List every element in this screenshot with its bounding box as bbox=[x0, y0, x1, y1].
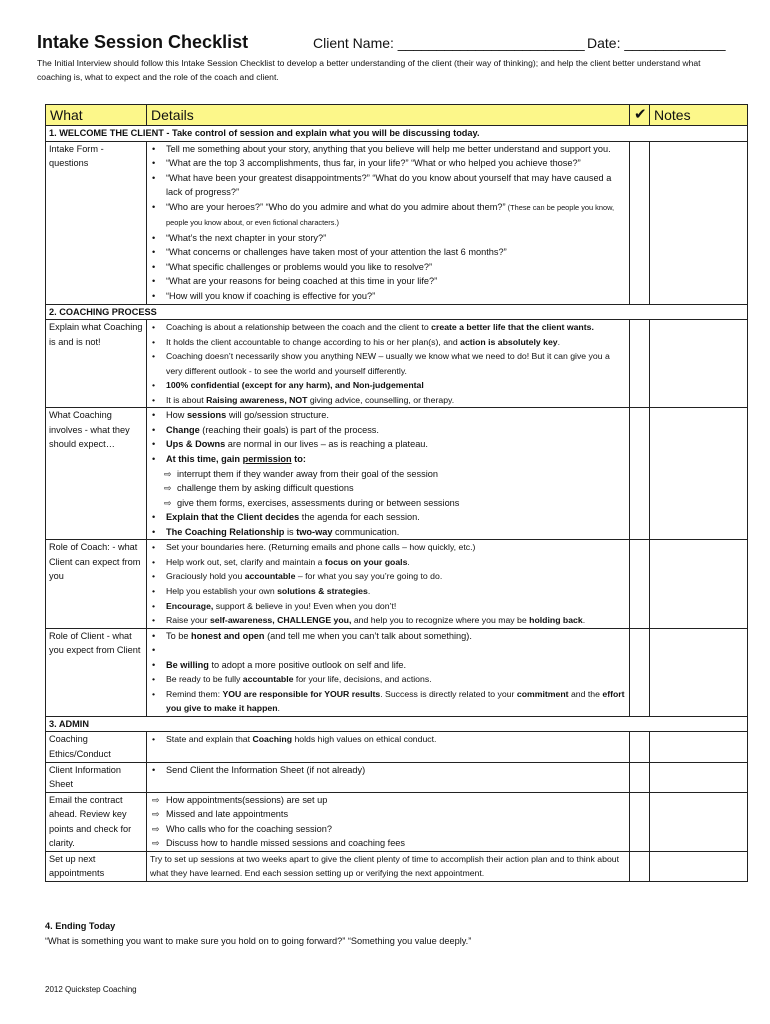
bullet-icon: • bbox=[152, 659, 156, 670]
list-item: • State and explain that Coaching holds high values on ethical conduct. bbox=[150, 732, 626, 747]
list-item: ⇨ challenge them by asking difficult questions bbox=[150, 481, 626, 496]
details-cell bbox=[147, 792, 630, 851]
notes-cell[interactable] bbox=[650, 851, 748, 881]
what-cell: Coaching Ethics/Conduct bbox=[46, 732, 147, 762]
bullet-icon: • bbox=[152, 291, 156, 302]
details-cell bbox=[147, 320, 630, 408]
section-row-admin bbox=[46, 716, 748, 732]
bullet-icon: • bbox=[152, 201, 156, 212]
list-item: • The Coaching Relationship is two-way communication. bbox=[150, 525, 626, 540]
list-item: • It holds the client accountable to change according to his or her plan(s), and action is absolutely key. bbox=[150, 335, 626, 350]
date-field: Date: _____________ bbox=[587, 35, 726, 51]
list-item: • Ups & Downs are normal in our lives – as is reaching a plateau. bbox=[150, 437, 626, 452]
table-row bbox=[46, 762, 748, 792]
table-row bbox=[46, 408, 748, 540]
bullet-icon: • bbox=[152, 322, 156, 333]
bullet-icon: • bbox=[152, 674, 156, 685]
section-row-welcome bbox=[46, 126, 748, 142]
title-row bbox=[37, 32, 733, 56]
notes-cell[interactable] bbox=[650, 408, 748, 540]
list-item: • Explain that the Client decides the agenda for each session. bbox=[150, 510, 626, 525]
list-item: • Send Client the Information Sheet (if not already) bbox=[150, 763, 626, 778]
bullet-icon: • bbox=[152, 424, 156, 435]
section-title: 2. COACHING PROCESS bbox=[46, 304, 748, 320]
list-item: • Help you establish your own solutions & strategies. bbox=[150, 584, 626, 599]
details-cell bbox=[147, 540, 630, 628]
bullet-icon: • bbox=[152, 585, 156, 596]
bullet-icon: • bbox=[152, 276, 156, 287]
footer-text: 2012 Quickstep Coaching bbox=[45, 985, 137, 994]
bullet-icon: • bbox=[152, 394, 156, 405]
list-item: • At this time, gain permission to: bbox=[150, 452, 626, 467]
what-cell: Client Information Sheet bbox=[46, 762, 147, 792]
list-item: • It is about Raising awareness, NOT giving advice, counselling, or therapy. bbox=[150, 393, 626, 408]
list-item: • “What specific challenges or problems would you like to resolve?” bbox=[150, 260, 626, 275]
header-notes: Notes bbox=[650, 105, 748, 126]
arrow-right-icon: ⇨ bbox=[164, 497, 172, 508]
bullet-icon: • bbox=[152, 261, 156, 272]
bullet-icon: • bbox=[152, 410, 156, 421]
list-item: • Remind them: YOU are responsible for YOUR results. Success is directly related to your commitment and the effort you give to make it happen. bbox=[152, 688, 625, 714]
table-row bbox=[46, 732, 748, 762]
bullet-icon: • bbox=[152, 542, 156, 553]
what-cell: Role of Coach: - what Client can expect from you bbox=[46, 540, 147, 628]
notes-cell[interactable] bbox=[650, 762, 748, 792]
list-item: • “What are your reasons for being coached at this time in your life?” bbox=[150, 274, 626, 289]
check-cell[interactable] bbox=[630, 320, 650, 408]
bullet-icon: • bbox=[152, 600, 156, 611]
table-row bbox=[46, 792, 748, 851]
table-header-row bbox=[46, 105, 748, 126]
list-item: • Graciously hold you accountable – for what you say you’re going to do. bbox=[150, 569, 626, 584]
bullet-icon: • bbox=[152, 645, 156, 656]
bullet-icon: • bbox=[152, 571, 156, 582]
list-item: ⇨ Discuss how to handle missed sessions and coaching fees bbox=[150, 836, 626, 851]
bullet-icon: • bbox=[152, 158, 156, 169]
bullet-icon: • bbox=[152, 764, 156, 775]
list-item: • “How will you know if coaching is effective for you?” bbox=[150, 289, 626, 304]
document-title: Intake Session Checklist bbox=[37, 32, 249, 52]
arrow-right-icon: ⇨ bbox=[152, 823, 160, 834]
check-cell[interactable] bbox=[630, 732, 650, 762]
bullet-icon: • bbox=[152, 439, 156, 450]
notes-cell[interactable] bbox=[650, 141, 748, 304]
notes-cell[interactable] bbox=[650, 320, 748, 408]
header-what: What bbox=[46, 105, 147, 126]
section-title: 1. WELCOME THE CLIENT - Take control of session and explain what you will be discussing today. bbox=[46, 126, 748, 142]
bullet-icon: • bbox=[152, 380, 156, 391]
bullet-icon: • bbox=[152, 172, 156, 183]
table-row bbox=[46, 320, 748, 408]
what-cell: What Coaching involves - what they should expect… bbox=[46, 408, 147, 540]
list-item: • How sessions will go/session structure. bbox=[150, 408, 626, 423]
list-item: • Tell me something about your story, anything that you believe will help me better understand and support you. bbox=[150, 142, 626, 157]
bullet-icon: • bbox=[152, 232, 156, 243]
ending-quote: “What is something you want to make sure you hold on to going forward?” “Something you value deeply.” bbox=[45, 935, 472, 946]
ending-section bbox=[45, 919, 745, 948]
notes-cell[interactable] bbox=[650, 792, 748, 851]
details-cell bbox=[147, 762, 630, 792]
what-cell: Explain what Coaching is and is not! bbox=[46, 320, 147, 408]
check-cell[interactable] bbox=[630, 628, 650, 716]
list-item: • Coaching is about a relationship between the coach and the client to create a better life that the client wants. bbox=[150, 320, 626, 335]
bullet-icon: • bbox=[152, 688, 156, 699]
check-cell[interactable] bbox=[630, 408, 650, 540]
table-row bbox=[46, 141, 748, 304]
ending-title: 4. Ending Today bbox=[45, 921, 116, 931]
bullet-icon: • bbox=[152, 454, 156, 465]
section-row-coaching-process bbox=[46, 304, 748, 320]
header-details: Details bbox=[147, 105, 630, 126]
header-checkmark-icon: ✔ bbox=[630, 105, 650, 126]
bullet-icon: • bbox=[152, 556, 156, 567]
bullet-icon: • bbox=[152, 351, 156, 362]
what-cell: Role of Client - what you expect from Client bbox=[46, 628, 147, 716]
arrow-right-icon: ⇨ bbox=[152, 838, 160, 849]
bullet-icon: • bbox=[152, 512, 156, 523]
section-title: 3. ADMIN bbox=[46, 716, 748, 732]
list-item: • Set your boundaries here. (Returning emails and phone calls – how quickly, etc.) bbox=[150, 540, 626, 555]
check-cell[interactable] bbox=[630, 762, 650, 792]
list-item: • Change (reaching their goals) is part of the process. bbox=[150, 423, 626, 438]
arrow-right-icon: ⇨ bbox=[152, 794, 160, 805]
list-item: • To be honest and open (and tell me when you can’t talk about something). bbox=[150, 629, 626, 644]
list-item: • “What concerns or challenges have taken most of your attention the last 6 months?” bbox=[150, 245, 626, 260]
list-item: • 100% confidential (except for any harm), and Non-judgemental bbox=[150, 378, 626, 393]
list-item: • “What have been your greatest disappointments?” “What do you know about yourself that may have caused a lack of progress?” bbox=[152, 172, 612, 198]
table-row bbox=[46, 628, 748, 716]
arrow-right-icon: ⇨ bbox=[152, 809, 160, 820]
list-item: • “What are the top 3 accomplishments, thus far, in your life?” “What or who helped you achieve those?” bbox=[150, 156, 626, 171]
list-item: • Be ready to be fully accountable for your life, decisions, and actions. bbox=[150, 672, 626, 687]
details-cell: Try to set up sessions at two weeks apart to give the client plenty of time to accomplish their action plan and to think about what they have learned. End each session setting up or verifying the next appointment. bbox=[147, 851, 630, 881]
list-item: • Be willing to adopt a more positive outlook on self and life. bbox=[150, 658, 626, 673]
arrow-right-icon: ⇨ bbox=[164, 468, 172, 479]
notes-cell[interactable] bbox=[650, 540, 748, 628]
notes-cell[interactable] bbox=[650, 732, 748, 762]
bullet-icon: • bbox=[152, 526, 156, 537]
table-row bbox=[46, 851, 748, 881]
list-item: • “Who are your heroes?” “Who do you admire and what do you admire about them?” (These can be people you know, people you know about, or even fictional characters.) bbox=[152, 201, 615, 228]
checklist-table bbox=[45, 104, 748, 882]
list-item: • Help work out, set, clarify and maintain a focus on your goals. bbox=[150, 555, 626, 570]
list-item: • Encourage, support & believe in you! Even when you don’t! bbox=[150, 599, 626, 614]
list-item: • Raise your self-awareness, CHALLENGE you, and help you to recognize where you may be holding back. bbox=[150, 613, 626, 628]
check-cell[interactable] bbox=[630, 141, 650, 304]
list-item: • Coaching doesn’t necessarily show you anything NEW – usually we know what we need to do! But it can give you a very different outlook - to see the world and yourself differently. bbox=[152, 351, 610, 376]
details-cell bbox=[147, 628, 630, 716]
intro-paragraph: The Initial Interview should follow this Intake Session Checklist to develop a better understanding of the client (their way of thinking); and help the client better understand what coaching is, what to expect and the role of the coach and client. bbox=[37, 58, 701, 82]
check-cell[interactable] bbox=[630, 540, 650, 628]
list-item: ⇨ give them forms, exercises, assessments during or between sessions bbox=[150, 496, 626, 511]
bullet-icon: • bbox=[152, 734, 156, 745]
check-cell[interactable] bbox=[630, 792, 650, 851]
notes-cell[interactable] bbox=[650, 628, 748, 716]
table-row bbox=[46, 540, 748, 628]
list-item: ⇨ Missed and late appointments bbox=[150, 807, 626, 822]
list-item bbox=[150, 643, 626, 658]
details-cell bbox=[147, 732, 630, 762]
arrow-right-icon: ⇨ bbox=[164, 483, 172, 494]
bullet-icon: • bbox=[152, 336, 156, 347]
bullet-icon: • bbox=[152, 247, 156, 258]
bullet-icon: • bbox=[152, 143, 156, 154]
list-item: • “What’s the next chapter in your story?” bbox=[150, 231, 626, 246]
what-cell: Email the contract ahead. Review key points and check for clarity. bbox=[46, 792, 147, 851]
client-name-field: Client Name: ________________________ bbox=[313, 35, 585, 51]
check-cell[interactable] bbox=[630, 851, 650, 881]
list-item: ⇨ Who calls who for the coaching session? bbox=[150, 822, 626, 837]
what-cell: Set up next appointments bbox=[46, 851, 147, 881]
what-cell: Intake Form - questions bbox=[46, 141, 147, 304]
bullet-icon: • bbox=[152, 630, 156, 641]
list-item: ⇨ interrupt them if they wander away from their goal of the session bbox=[150, 467, 626, 482]
bullet-icon: • bbox=[152, 615, 156, 626]
details-cell bbox=[147, 141, 630, 304]
details-cell bbox=[147, 408, 630, 540]
list-item: ⇨ How appointments(sessions) are set up bbox=[150, 793, 626, 808]
